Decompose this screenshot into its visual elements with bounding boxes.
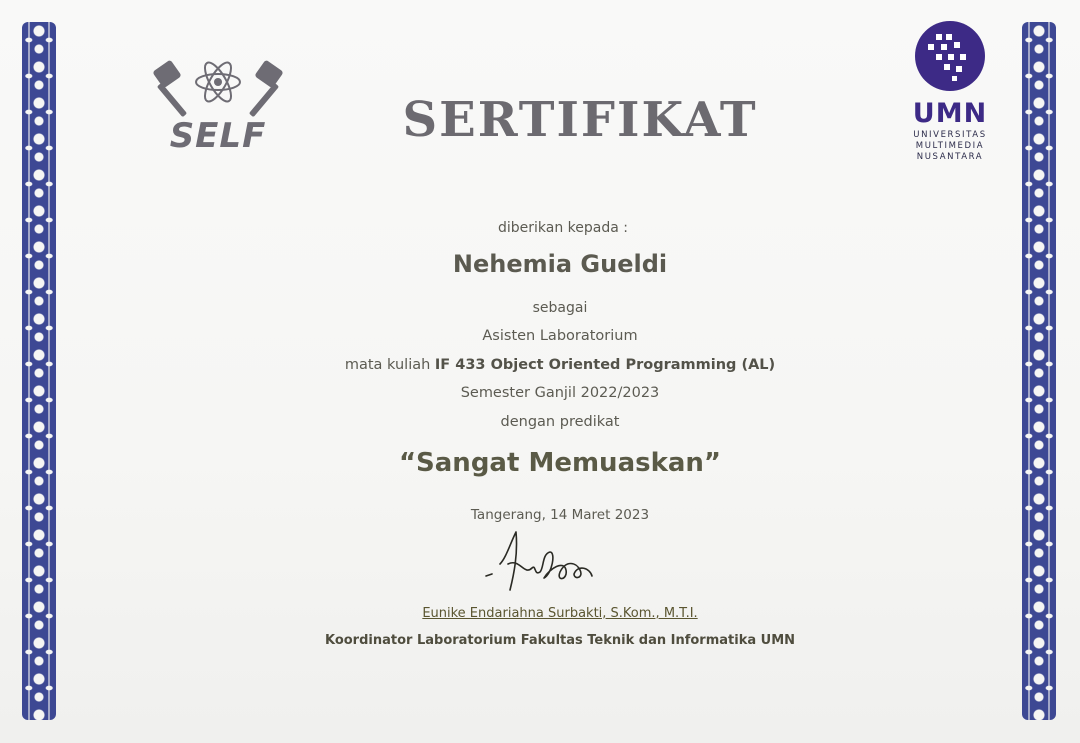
as-label: sebagai: [532, 300, 588, 316]
recipient-name: Nehemia Gueldi: [452, 250, 668, 278]
role-text: Asisten Laboratorium: [482, 328, 638, 344]
signer-name: Eunike Endariahna Surbakti, S.Kom., M.T.I.: [422, 606, 698, 621]
grade-text: “Sangat Memuaskan”: [398, 448, 722, 478]
certificate-title: SERTIFIKAT: [402, 92, 758, 148]
umn-emblem-icon: [914, 20, 986, 92]
course-line: [240, 357, 880, 373]
course-prefix: mata kuliah: [344, 357, 435, 373]
left-ornamental-border: [22, 22, 56, 720]
signature-icon: [480, 524, 610, 600]
predicate-label: dengan predikat: [500, 414, 620, 430]
umn-logo-line3: NUSANTARA: [916, 152, 984, 162]
umn-logo: [908, 18, 992, 168]
given-to-label: diberikan kepada :: [497, 220, 628, 236]
place-date: Tangerang, 14 Maret 2023: [470, 507, 650, 523]
right-ornamental-border: [1022, 22, 1056, 720]
umn-logo-line2: MULTIMEDIA: [915, 141, 985, 151]
umn-logo-line1: UNIVERSITAS: [913, 130, 987, 140]
hammers-atom-icon: [148, 56, 288, 120]
signer-title: Koordinator Laboratorium Fakultas Teknik dan Informatika UMN: [324, 633, 796, 648]
course-name: IF 433 Object Oriented Programming (AL): [434, 357, 776, 373]
semester-text: Semester Ganjil 2022/2023: [460, 385, 660, 401]
self-logo: [148, 56, 288, 156]
self-logo-text: SELF: [169, 116, 267, 156]
umn-logo-text: UMN: [912, 98, 988, 129]
